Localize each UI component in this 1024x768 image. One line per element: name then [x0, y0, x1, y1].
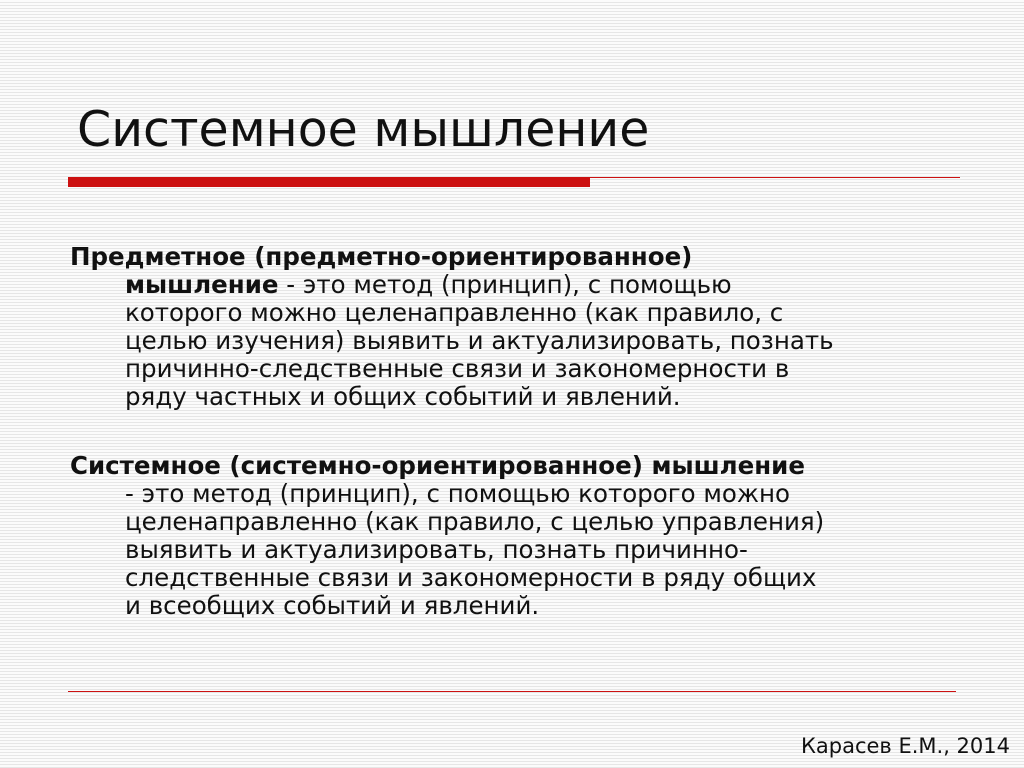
paragraph-line [70, 480, 960, 508]
paragraph-line [70, 299, 960, 327]
paragraph-line [70, 452, 960, 480]
paragraph-line [70, 327, 960, 355]
paragraph-subject-thinking [70, 243, 960, 411]
bold-term: Системное (системно-ориентированное) мышление [70, 451, 805, 480]
paragraph-line [70, 564, 960, 592]
paragraph-line [70, 592, 960, 620]
line-text: целью изучения) выявить и актуализировать, познать [125, 326, 834, 355]
bold-term: Предметное (предметно-ориентированное) [70, 242, 693, 271]
paragraph-line [70, 383, 960, 411]
line-text: ряду частных и общих событий и явлений. [125, 382, 681, 411]
paragraph-line [70, 536, 960, 564]
line-text: выявить и актуализировать, познать причинно- [125, 535, 748, 564]
title-underline-thin [590, 177, 960, 178]
title-underline-thick [68, 177, 590, 187]
paragraph-line [70, 508, 960, 536]
line-text: - это метод (принцип), с помощью которого можно [125, 479, 790, 508]
line-text: причинно-следственные связи и закономерности в [125, 354, 790, 383]
bold-term: мышление [125, 270, 279, 299]
line-text: целенаправленно (как правило, с целью управления) [125, 507, 825, 536]
line-text: следственные связи и закономерности в ряду общих [125, 563, 817, 592]
paragraph-line [70, 271, 960, 299]
slide-title: Системное мышление [77, 101, 650, 158]
line-text: которого можно целенаправленно (как правило, с [125, 298, 784, 327]
line-text: - это метод (принцип), с помощью [278, 270, 732, 299]
paragraph-line [70, 243, 960, 271]
paragraph-line [70, 355, 960, 383]
line-text: и всеобщих событий и явлений. [125, 591, 540, 620]
footer-divider [68, 691, 956, 692]
author-footer: Карасев Е.М., 2014 [800, 734, 1010, 758]
paragraph-system-thinking [70, 452, 960, 620]
